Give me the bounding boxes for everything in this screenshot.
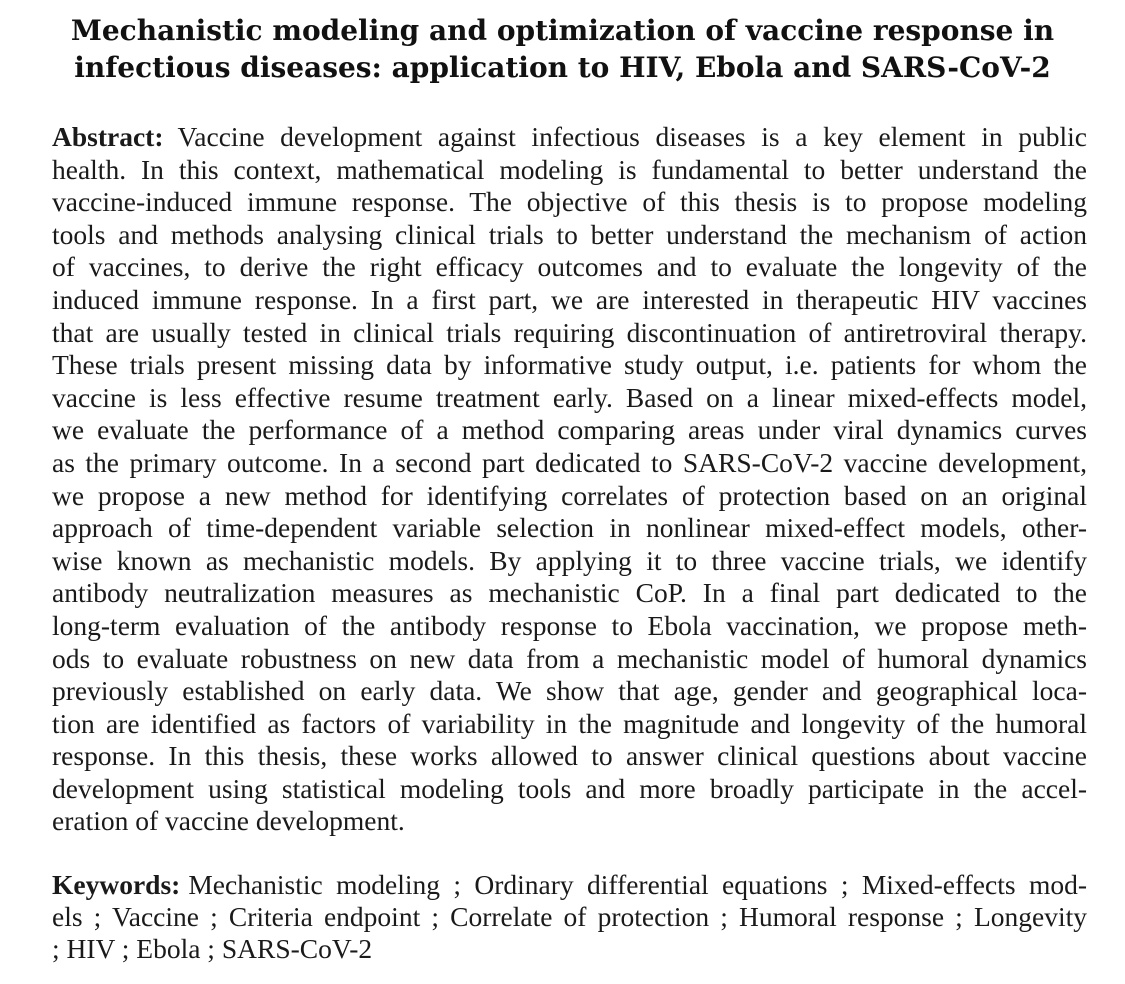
abstract-line: eration of vaccine development. [52, 805, 405, 837]
abstract-line-text: Vaccine development against infectious diseases is a key element in public [177, 121, 1087, 152]
abstract-line: development using statistical modeling tools and more broadly participate in the accel- [52, 772, 1087, 804]
keywords-line: ; HIV ; Ebola ; SARS-CoV-2 [52, 933, 373, 964]
abstract-line: response. In this thesis, these works allowed to answer clinical questions about vaccine [52, 740, 1087, 772]
abstract-line: as the primary outcome. In a second part dedicated to SARS-CoV-2 vaccine development, [52, 446, 1087, 478]
abstract-section [52, 121, 1087, 838]
abstract-line: vaccine-induced immune response. The objective of this thesis is to propose modeling [52, 186, 1087, 218]
abstract-line: tion are identified as factors of variability in the magnitude and longevity of the humoral [52, 707, 1087, 739]
title-line: Mechanistic modeling and optimization of vaccine response in [70, 14, 1055, 47]
abstract-line: tools and methods analysing clinical trials to better understand the mechanism of action [52, 218, 1087, 250]
keywords-line: els ; Vaccine ; Criteria endpoint ; Correlate of protection ; Humoral response ; Longevity [52, 901, 1087, 932]
keywords-line [52, 869, 1087, 901]
abstract-line: These trials present missing data by informative study output, i.e. patients for whom the [52, 349, 1087, 381]
abstract-line: approach of time-dependent variable selection in nonlinear mixed-effect models, other- [52, 512, 1087, 544]
abstract-line: induced immune response. In a first part, we are interested in therapeutic HIV vaccines [52, 283, 1087, 315]
abstract-line: we propose a new method for identifying correlates of protection based on an original [52, 479, 1087, 511]
keywords-section [52, 869, 1087, 965]
abstract-label: Abstract: [52, 121, 164, 152]
keywords-line-text: Mechanistic modeling ; Ordinary differential equations ; Mixed-effects mod- [188, 869, 1087, 900]
abstract-line: that are usually tested in clinical trials requiring discontinuation of antiretroviral therapy. [52, 316, 1087, 348]
keywords-label: Keywords: [52, 869, 181, 900]
abstract-line: health. In this context, mathematical modeling is fundamental to better understand the [52, 153, 1087, 185]
abstract-line: of vaccines, to derive the right efficacy outcomes and to evaluate the longevity of the [52, 251, 1087, 283]
abstract-line: vaccine is less effective resume treatment early. Based on a linear mixed-effects model, [52, 381, 1087, 413]
abstract-line: we evaluate the performance of a method comparing areas under viral dynamics curves [52, 414, 1087, 446]
abstract-line: long-term evaluation of the antibody response to Ebola vaccination, we propose meth- [52, 609, 1087, 641]
abstract-line: previously established on early data. We show that age, gender and geographical loca- [52, 675, 1087, 707]
abstract-line: ods to evaluate robustness on new data from a mechanistic model of humoral dynamics [52, 642, 1087, 674]
thesis-title [40, 12, 1085, 86]
title-line: infectious diseases: application to HIV, Ebola and SARS-CoV-2 [74, 51, 1051, 84]
abstract-line [52, 121, 1087, 154]
abstract-line: antibody neutralization measures as mechanistic CoP. In a final part dedicated to the [52, 577, 1087, 609]
abstract-line: wise known as mechanistic models. By applying it to three vaccine trials, we identify [52, 544, 1087, 576]
